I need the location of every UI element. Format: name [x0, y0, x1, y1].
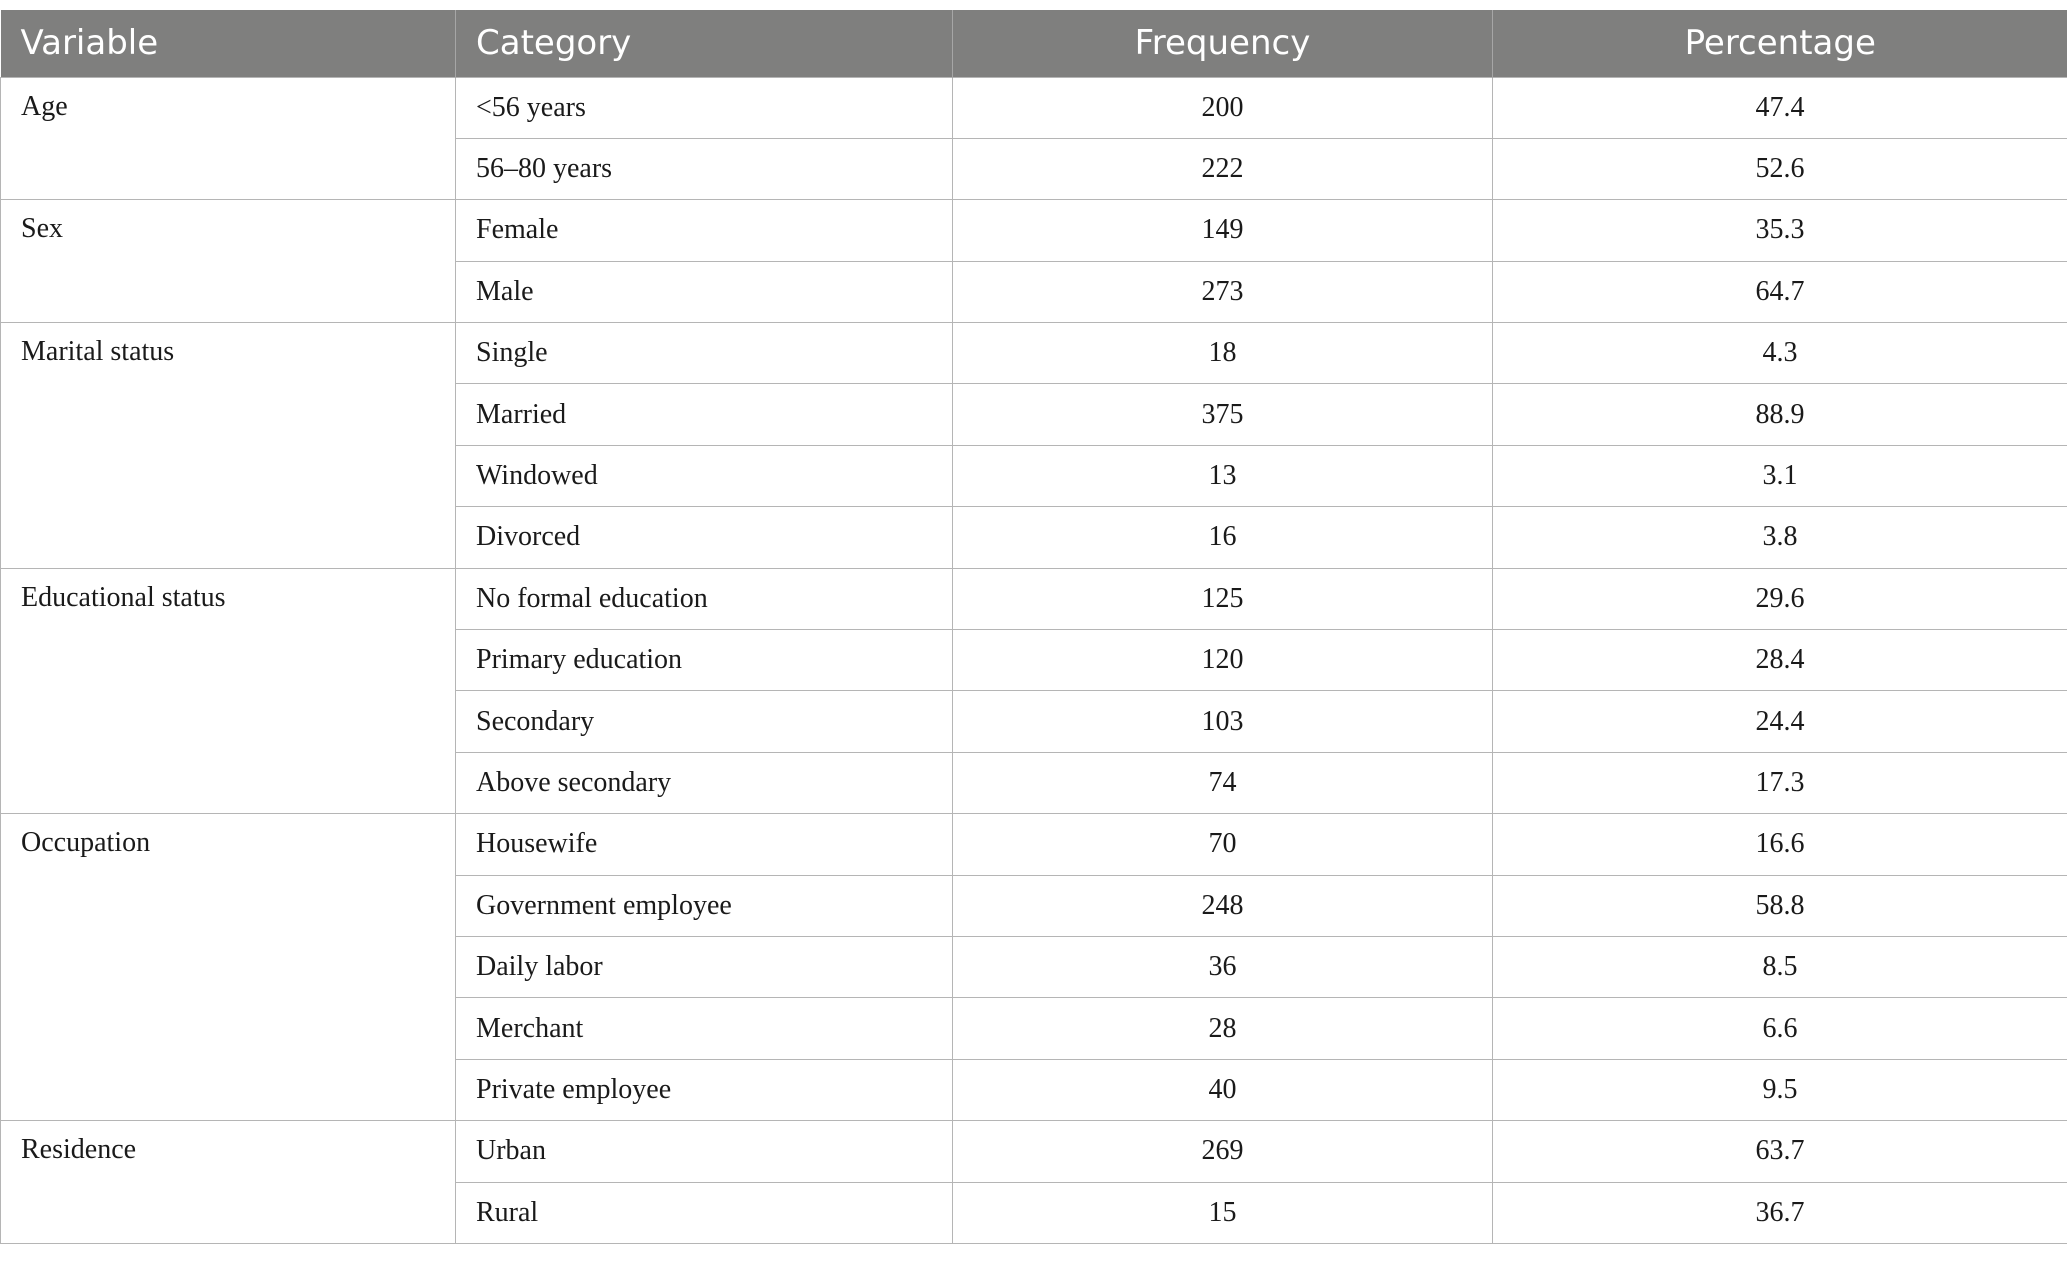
frequency-cell: 18 [953, 323, 1493, 384]
variable-cell: Sex [1, 200, 456, 323]
percentage-cell: 63.7 [1493, 1121, 2067, 1182]
table-row [1, 323, 2067, 384]
frequency-cell: 248 [953, 875, 1493, 936]
frequency-cell: 375 [953, 384, 1493, 445]
percentage-cell: 4.3 [1493, 323, 2067, 384]
frequency-cell: 200 [953, 77, 1493, 138]
category-cell: Urban [456, 1121, 953, 1182]
category-cell: Merchant [456, 998, 953, 1059]
percentage-cell: 88.9 [1493, 384, 2067, 445]
frequency-cell: 149 [953, 200, 1493, 261]
percentage-cell: 28.4 [1493, 630, 2067, 691]
table-body [1, 77, 2067, 1243]
frequency-cell: 70 [953, 814, 1493, 875]
category-cell: Government employee [456, 875, 953, 936]
frequency-cell: 273 [953, 261, 1493, 322]
percentage-cell: 8.5 [1493, 936, 2067, 997]
percentage-cell: 58.8 [1493, 875, 2067, 936]
table-row [1, 1121, 2067, 1182]
variable-cell: Age [1, 77, 456, 200]
percentage-cell: 3.8 [1493, 507, 2067, 568]
data-table-container [0, 10, 2067, 1244]
category-cell: Female [456, 200, 953, 261]
frequency-cell: 13 [953, 445, 1493, 506]
frequency-cell: 125 [953, 568, 1493, 629]
percentage-cell: 36.7 [1493, 1182, 2067, 1243]
percentage-cell: 9.5 [1493, 1059, 2067, 1120]
frequency-cell: 120 [953, 630, 1493, 691]
percentage-cell: 24.4 [1493, 691, 2067, 752]
percentage-cell: 17.3 [1493, 752, 2067, 813]
variable-cell: Occupation [1, 814, 456, 1121]
percentage-cell: 52.6 [1493, 138, 2067, 199]
percentage-cell: 16.6 [1493, 814, 2067, 875]
frequency-cell: 28 [953, 998, 1493, 1059]
table-row [1, 200, 2067, 261]
frequency-cell: 40 [953, 1059, 1493, 1120]
category-cell: Rural [456, 1182, 953, 1243]
frequency-cell: 36 [953, 936, 1493, 997]
table-row [1, 568, 2067, 629]
demographics-table [0, 10, 2067, 1244]
header-percentage: Percentage [1493, 10, 2067, 77]
category-cell: Married [456, 384, 953, 445]
variable-cell: Marital status [1, 323, 456, 569]
header-category: Category [456, 10, 953, 77]
category-cell: Windowed [456, 445, 953, 506]
category-cell: Above secondary [456, 752, 953, 813]
variable-cell: Residence [1, 1121, 456, 1244]
frequency-cell: 16 [953, 507, 1493, 568]
frequency-cell: 269 [953, 1121, 1493, 1182]
category-cell: No formal education [456, 568, 953, 629]
category-cell: <56 years [456, 77, 953, 138]
header-frequency: Frequency [953, 10, 1493, 77]
category-cell: Male [456, 261, 953, 322]
percentage-cell: 64.7 [1493, 261, 2067, 322]
percentage-cell: 35.3 [1493, 200, 2067, 261]
frequency-cell: 74 [953, 752, 1493, 813]
frequency-cell: 103 [953, 691, 1493, 752]
header-variable: Variable [20, 23, 159, 64]
percentage-cell: 3.1 [1493, 445, 2067, 506]
category-cell: Secondary [456, 691, 953, 752]
category-cell: Divorced [456, 507, 953, 568]
frequency-cell: 222 [953, 138, 1493, 199]
category-cell: 56–80 years [456, 138, 953, 199]
category-cell: Private employee [456, 1059, 953, 1120]
category-cell: Primary education [456, 630, 953, 691]
percentage-cell: 29.6 [1493, 568, 2067, 629]
category-cell: Single [456, 323, 953, 384]
percentage-cell: 6.6 [1493, 998, 2067, 1059]
percentage-cell: 47.4 [1493, 77, 2067, 138]
category-cell: Housewife [456, 814, 953, 875]
variable-cell: Educational status [1, 568, 456, 814]
table-row [1, 814, 2067, 875]
table-header-row [1, 10, 2067, 77]
frequency-cell: 15 [953, 1182, 1493, 1243]
category-cell: Daily labor [456, 936, 953, 997]
table-row [1, 77, 2067, 138]
